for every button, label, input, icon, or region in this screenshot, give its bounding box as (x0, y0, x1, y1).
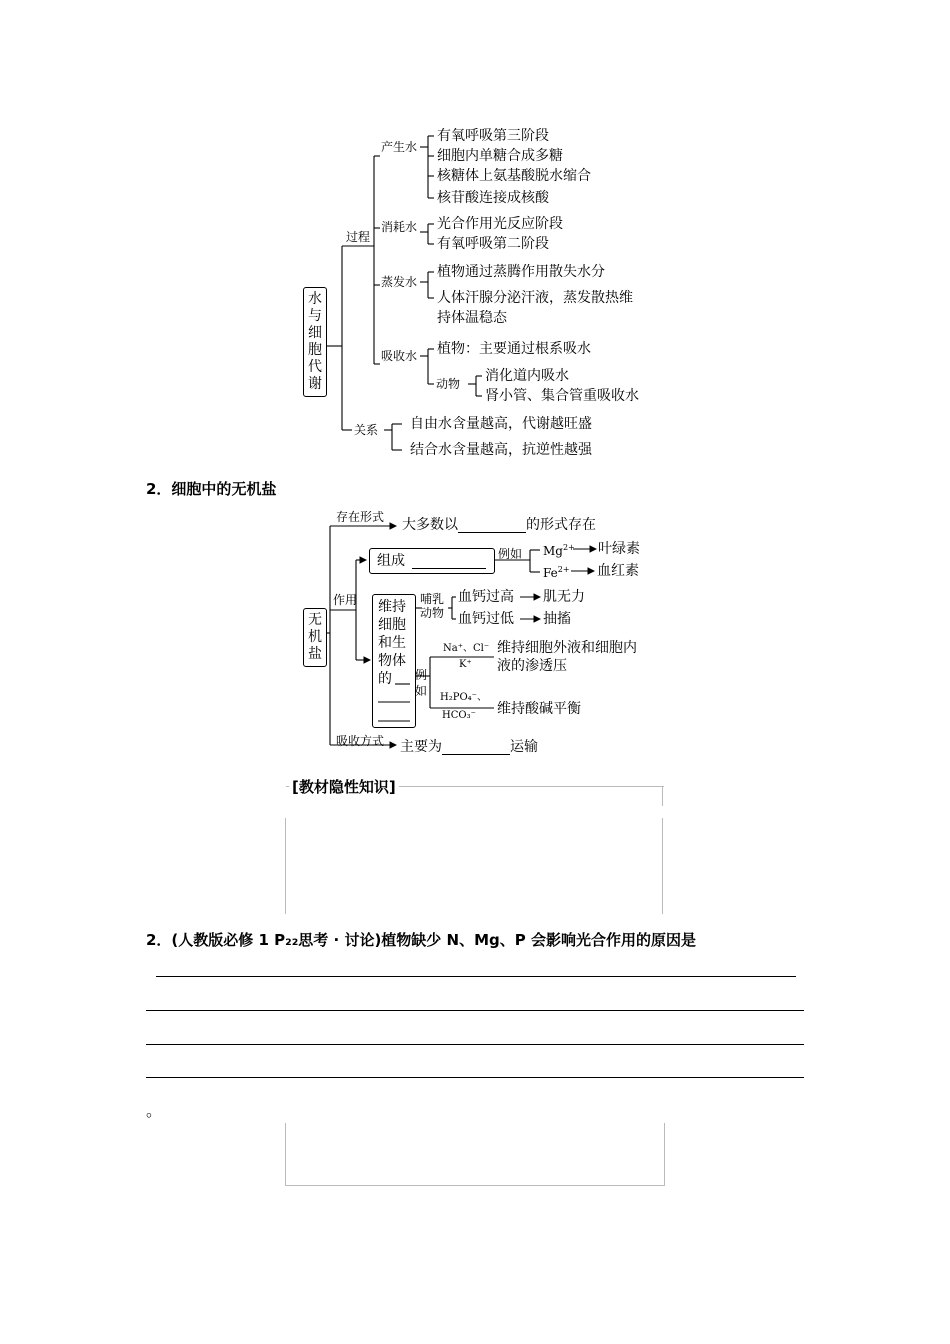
answer-line-3 (146, 1044, 804, 1045)
produce-item-1: 有氧呼吸第三阶段 (437, 128, 549, 144)
answer-line-2 (146, 1010, 804, 1011)
compose-label: 组成 (377, 553, 405, 569)
ions-2-line-2: HCO₃⁻ (442, 710, 476, 721)
fe-target: 血红素 (597, 563, 639, 579)
absorb-suffix: 运输 (510, 739, 538, 755)
exist-text (402, 517, 596, 533)
compose-box (369, 548, 495, 574)
ions-2-line-1: H₂PO₄⁻、 (440, 692, 487, 703)
maintain-line-3: 和生 (378, 635, 406, 651)
calcium-high: 血钙过高 (458, 589, 514, 605)
fe-symbol: Fe (543, 566, 558, 580)
absorb-prefix: 主要为 (400, 739, 442, 755)
bracket-right: ] (388, 778, 396, 796)
answer-line-1 (156, 976, 796, 977)
maintain-line-4: 物体 (378, 653, 406, 669)
knowledge-title-text: 教材隐性知识 (298, 778, 389, 796)
calcium-low-result: 抽搐 (543, 611, 571, 627)
absorb-mode-text (400, 739, 538, 755)
section-title: 2．细胞中的无机盐 (146, 480, 277, 498)
salt-root-box (303, 608, 327, 667)
exist-label: 存在形式 (336, 510, 385, 524)
evaporate-label: 蒸发水 (381, 275, 418, 289)
absorb-plant: 植物：主要通过根系吸水 (437, 341, 591, 357)
absorb-label: 吸收水 (381, 349, 418, 363)
consume-label: 消耗水 (381, 220, 418, 234)
maintain-box (372, 594, 416, 728)
mg-symbol: Mg (543, 544, 563, 558)
salt-root-label: 无机盐 (308, 612, 322, 662)
animal-item-2: 肾小管、集合管重吸收水 (485, 388, 639, 404)
calcium-high-result: 肌无力 (543, 589, 585, 605)
animal-item-1: 消化道内吸水 (485, 368, 569, 384)
compose-example-label: 例如 (498, 547, 523, 561)
water-root-label: 水与细胞代谢 (308, 291, 322, 392)
produce-label: 产生水 (381, 140, 418, 154)
absorb-animal-label: 动物 (436, 377, 461, 391)
relation-item-1: 自由水含量越高，代谢越旺盛 (410, 416, 592, 432)
knowledge-frame-left (285, 818, 286, 914)
bracket-left: [ (292, 778, 299, 796)
evaporate-item-2b: 持体温稳态 (437, 310, 507, 326)
fe-ion (543, 564, 570, 580)
osmotic-line-2: 液的渗透压 (497, 658, 567, 674)
ions-1-line-1: Na⁺、Cl⁻ (443, 643, 490, 654)
consume-item-2: 有氧呼吸第二阶段 (437, 236, 549, 252)
question-text: 2．(人教版必修 1 P₂₂思考 · 讨论)植物缺少 N、Mg、P 会影响光合作用的原因是 (146, 931, 696, 949)
knowledge-title (289, 777, 399, 797)
mg-charge: 2+ (562, 543, 575, 552)
process-label: 过程 (346, 230, 371, 244)
absorb-mode-label: 吸收方式 (336, 734, 385, 748)
evaporate-item-2a: 人体汗腺分泌汗液，蒸发散热维 (437, 290, 633, 306)
relation-label: 关系 (354, 423, 379, 437)
example-vertical-label: 例如 (415, 668, 428, 698)
acid-base: 维持酸碱平衡 (497, 701, 581, 717)
maintain-line-2: 细胞 (378, 617, 406, 633)
mg-target: 叶绿素 (598, 541, 640, 557)
mg-ion (543, 542, 575, 558)
consume-item-1: 光合作用光反应阶段 (437, 216, 563, 232)
produce-item-2: 细胞内单糖合成多糖 (437, 148, 563, 164)
produce-item-3: 核糖体上氨基酸脱水缩合 (437, 168, 591, 184)
function-label: 作用 (333, 593, 358, 607)
exist-prefix: 大多数以 (402, 517, 458, 533)
answer-frame (285, 1123, 665, 1186)
knowledge-frame-right-lower (662, 818, 663, 914)
period-mark: 。 (146, 1101, 163, 1120)
answer-line-4 (146, 1077, 804, 1078)
mammal-label: 哺乳动物 (420, 592, 445, 620)
knowledge-frame-right (662, 786, 663, 806)
evaporate-item-1: 植物通过蒸腾作用散失水分 (437, 264, 605, 280)
relation-item-2: 结合水含量越高，抗逆性越强 (410, 442, 592, 458)
osmotic-line-1: 维持细胞外液和细胞内 (497, 640, 637, 656)
maintain-line-5: 的 (378, 671, 392, 687)
fe-charge: 2+ (557, 565, 570, 574)
maintain-line-1: 维持 (378, 599, 406, 615)
compose-blank (412, 568, 486, 569)
produce-item-4: 核苷酸连接成核酸 (437, 190, 549, 206)
calcium-low: 血钙过低 (458, 611, 514, 627)
ions-1-line-2: K⁺ (459, 659, 472, 670)
exist-suffix: 的形式存在 (526, 517, 596, 533)
absorb-blank (442, 740, 510, 755)
exist-blank (458, 518, 526, 533)
